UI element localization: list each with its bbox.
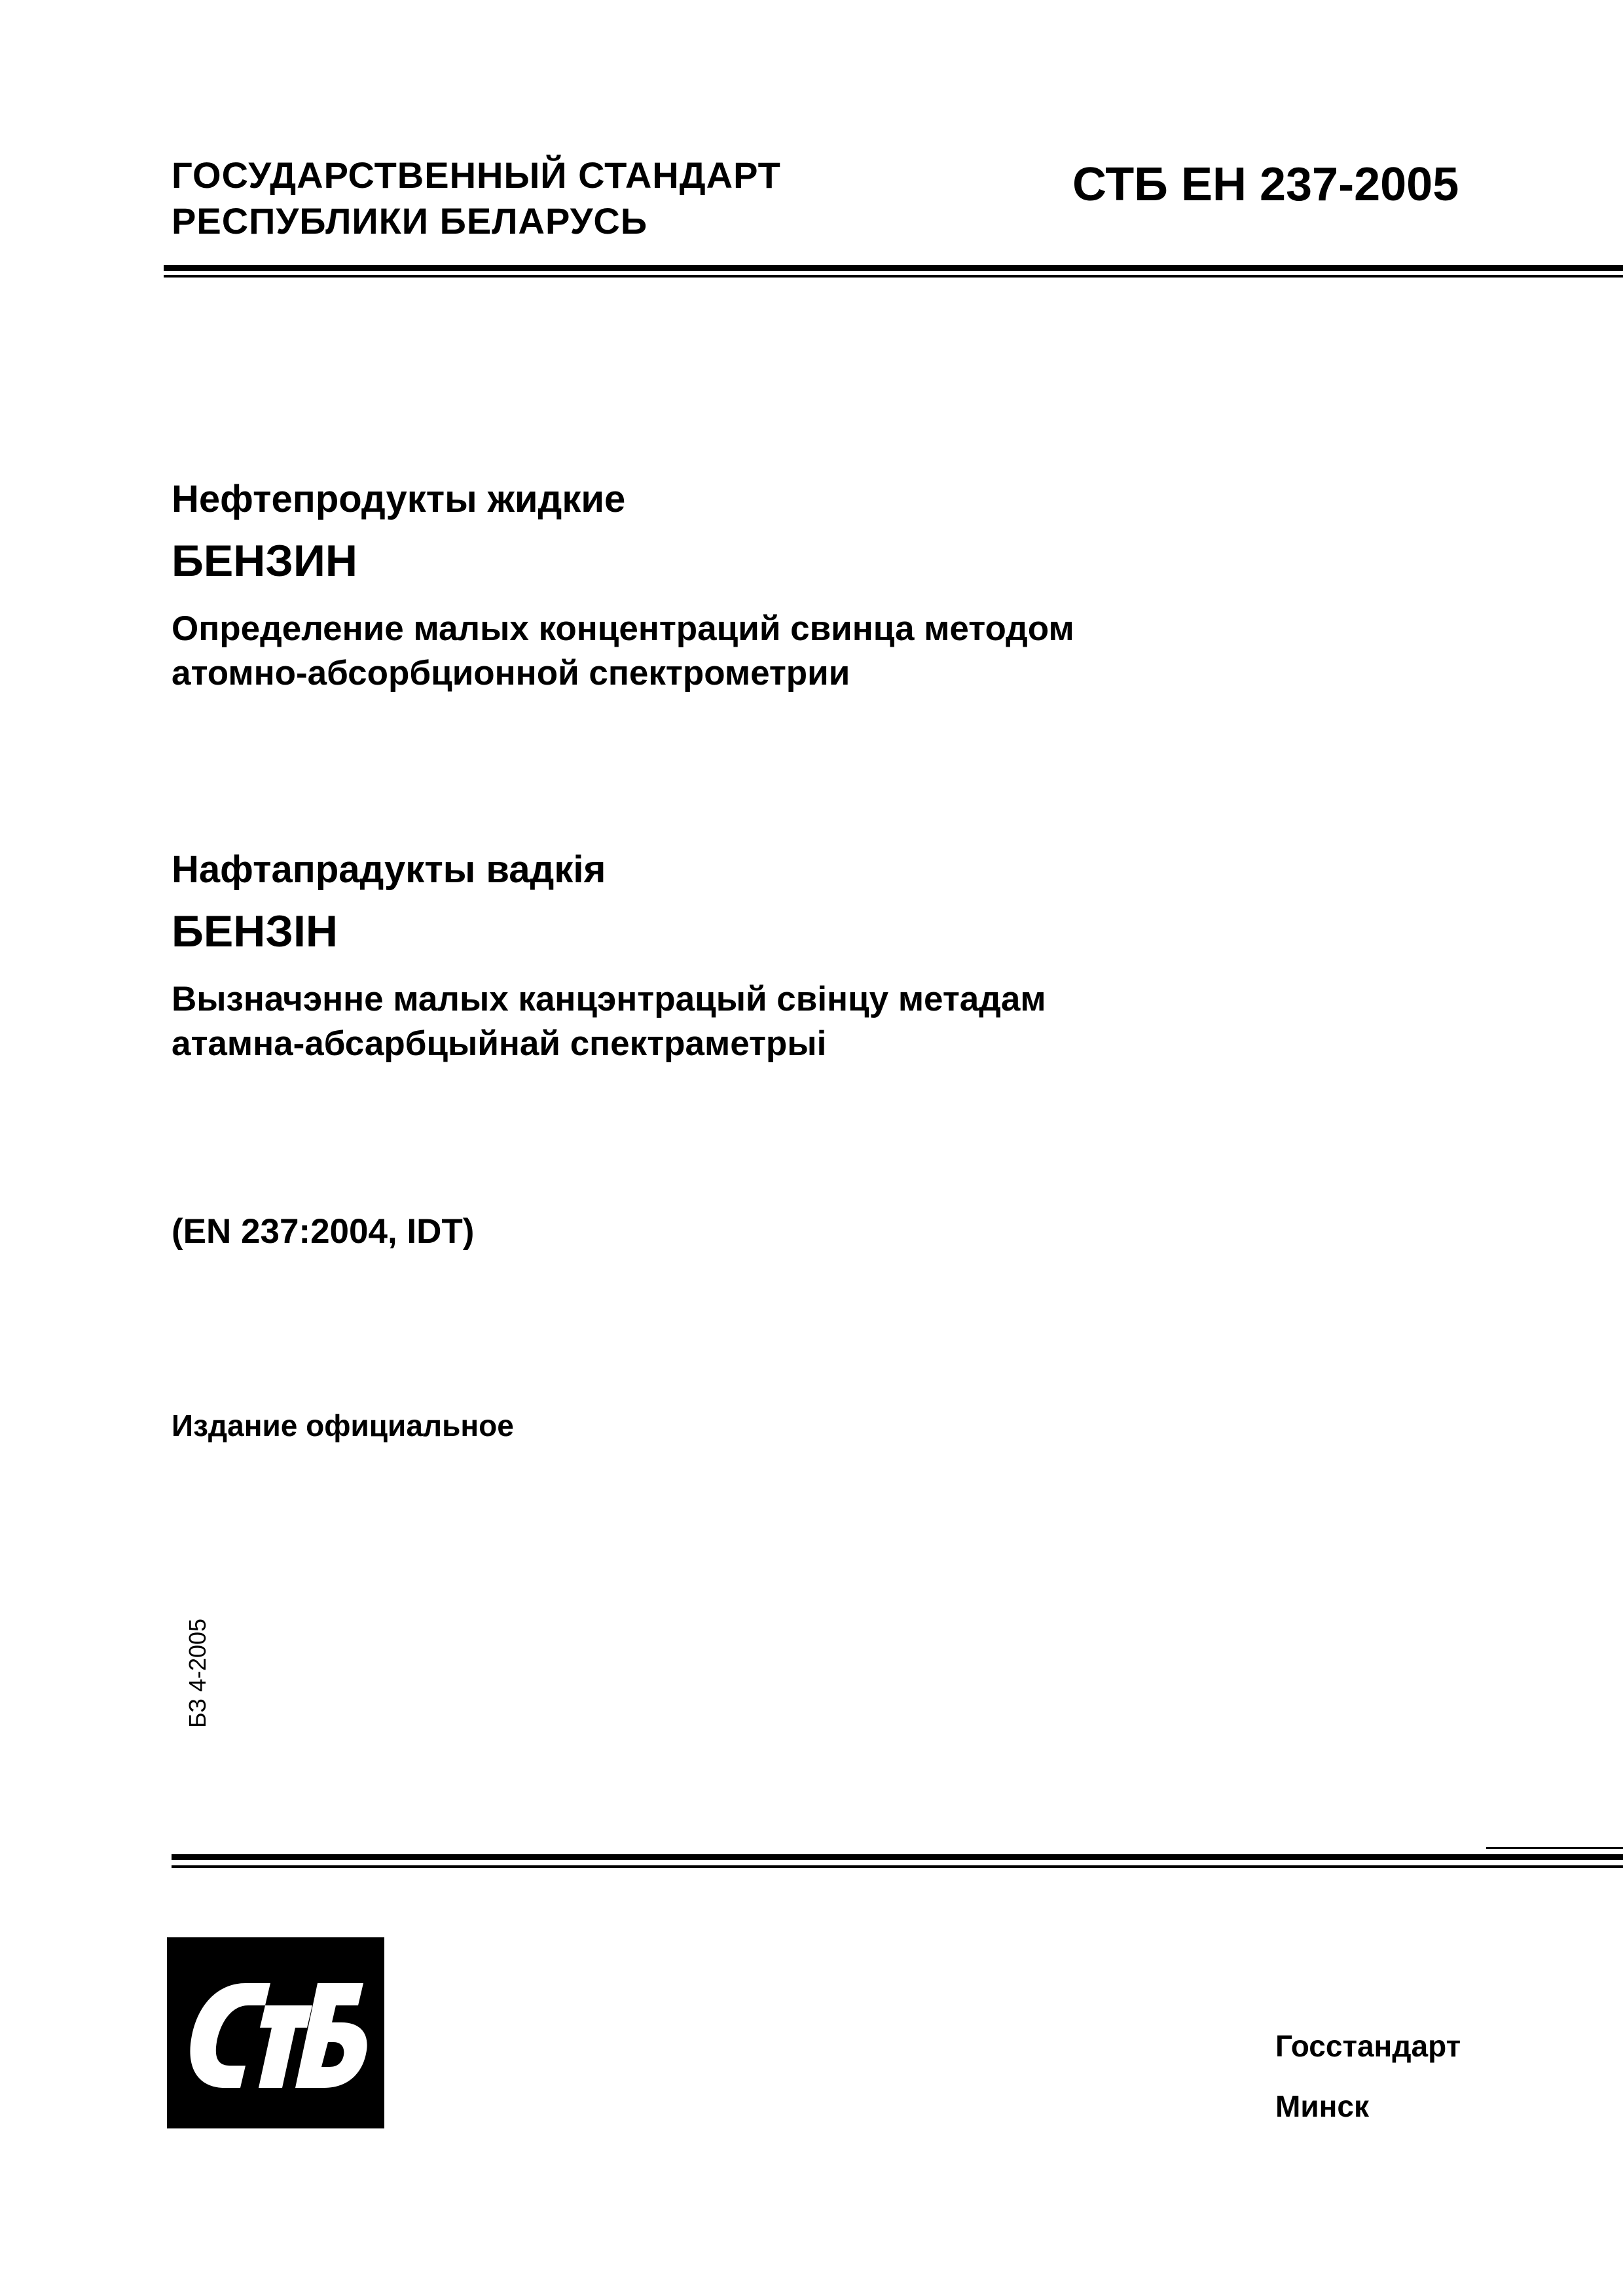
header-line-2: РЕСПУБЛИКИ БЕЛАРУСЬ xyxy=(172,200,648,242)
russian-method-line-2: атомно-абсорбционной спектрометрии xyxy=(172,654,850,692)
belarusian-product: БЕНЗІН xyxy=(172,906,338,956)
belarusian-method-line-2: атамна-абсарбцыйнай спектраметрыі xyxy=(172,1024,827,1063)
publisher-city: Минск xyxy=(1275,2089,1369,2123)
stb-logo-icon xyxy=(167,1937,384,2128)
belarusian-category: Нафтапрадукты вадкія xyxy=(172,848,606,891)
bottom-rule-thin xyxy=(172,1865,1623,1868)
belarusian-method-line-1: Вызначэнне малых канцэнтрацый свінцу метадам xyxy=(172,980,1046,1018)
bottom-rule-thin-right xyxy=(1486,1847,1623,1849)
bottom-rule-thick xyxy=(172,1854,1623,1860)
russian-product: БЕНЗИН xyxy=(172,536,357,586)
publisher-name: Госстандарт xyxy=(1275,2029,1461,2063)
russian-category: Нефтепродукты жидкие xyxy=(172,478,626,520)
stb-logo xyxy=(167,1937,384,2128)
bz-code-vertical: БЗ 4-2005 xyxy=(184,1618,211,1728)
russian-method-line-1: Определение малых концентраций свинца методом xyxy=(172,609,1074,648)
standard-code: СТБ ЕН 237-2005 xyxy=(1072,158,1459,211)
edition-label: Издание официальное xyxy=(172,1408,514,1443)
top-rule-thick xyxy=(164,265,1623,271)
header-line-1: ГОСУДАРСТВЕННЫЙ СТАНДАРТ xyxy=(172,154,781,196)
standard-reference: (EN 237:2004, IDT) xyxy=(172,1212,475,1251)
top-rule-thin xyxy=(164,275,1623,278)
